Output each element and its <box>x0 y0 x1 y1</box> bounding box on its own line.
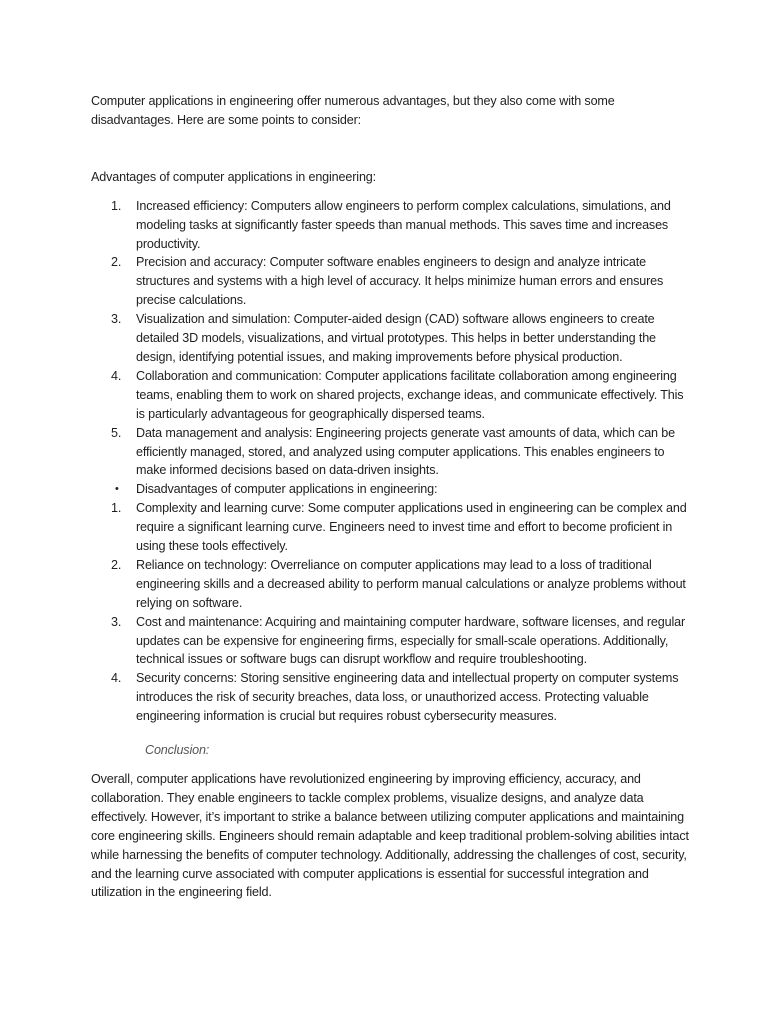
advantages-heading: Advantages of computer applications in engineering: <box>91 169 376 184</box>
list-item-text: Precision and accuracy: Computer software enables engineers to design and analyze intricate structures and systems with a high level of accuracy. It helps minimize human errors and ensures precise calculations. <box>136 255 664 308</box>
list-item <box>91 197 689 254</box>
list-item-text: Data management and analysis: Engineering projects generate vast amounts of data, which can be efficiently managed, stored, and analyzed using computer applications. This enables engineers to make informed decisions based on data-driven insights. <box>136 425 675 478</box>
list-item-text: Security concerns: Storing sensitive engineering data and intellectual property on computer systems introduces the risk of security breaches, data loss, or unauthorized access. Protecting valuable engineering information is crucial but requires robust cybersecurity measures. <box>136 671 679 724</box>
disadvantages-list <box>91 499 689 726</box>
list-number: 3. <box>111 312 122 327</box>
list-number: 2. <box>111 255 122 270</box>
list-item <box>91 499 689 556</box>
list-number: 1. <box>111 198 122 213</box>
intro-paragraph: Computer applications in engineering offer numerous advantages, but they also come with some disadvantages. Here are some points to consider: <box>91 94 615 127</box>
list-item <box>91 253 689 310</box>
list-number: 5. <box>111 425 122 440</box>
list-item <box>91 669 689 726</box>
list-item-text: Increased efficiency: Computers allow engineers to perform complex calculations, simulations, and modeling tasks at significantly faster speeds than manual methods. This saves time and increases productivity. <box>136 198 671 251</box>
list-item <box>91 556 689 613</box>
list-item <box>91 613 689 670</box>
list-item-text: Reliance on technology: Overreliance on computer applications may lead to a loss of traditional engineering skills and a decreased ability to perform manual calculations or analyze problems without relying on software. <box>136 557 686 610</box>
disadvantages-heading: Disadvantages of computer applications in engineering: <box>136 482 438 497</box>
conclusion-paragraph: Overall, computer applications have revolutionized engineering by improving efficiency, accuracy, and collaboration. They enable engineers to tackle complex problems, visualize designs, and analyze data effectively. However, it’s important to strike a balance between utilizing computer applications and maintaining core engineering skills. Engineers should remain adaptable and keep traditional problem-solving abilities intact while harnessing the benefits of computer technology. Additionally, addressing the challenges of cost, security, and the learning curve associated with computer applications is essential for successful integration and utilization in the engineering field. <box>91 772 689 900</box>
bullet-icon: • <box>115 483 119 496</box>
list-item <box>91 310 689 367</box>
list-item-text: Complexity and learning curve: Some computer applications used in engineering can be complex and require a significant learning curve. Engineers need to invest time and effort to become proficient in using these tools effectively. <box>136 501 687 554</box>
list-item <box>91 480 689 499</box>
document-page <box>91 92 689 902</box>
list-number: 4. <box>111 671 122 686</box>
list-item-text: Collaboration and communication: Computer applications facilitate collaboration among engineering teams, enabling them to work on shared projects, exchange ideas, and communicate effectively. This is particularly advantageous for geographically dispersed teams. <box>136 368 684 421</box>
list-number: 3. <box>111 614 122 629</box>
disadvantages-bullet-list <box>91 480 689 499</box>
advantages-list <box>91 197 689 481</box>
list-item-text: Visualization and simulation: Computer-aided design (CAD) software allows engineers to create detailed 3D models, visualizations, and virtual prototypes. This helps in better understanding the design, identifying potential issues, and making improvements before physical production. <box>136 312 656 364</box>
list-number: 1. <box>111 501 122 516</box>
list-number: 2. <box>111 557 122 572</box>
list-number: 4. <box>111 368 122 383</box>
list-item <box>91 424 689 481</box>
conclusion-heading: Conclusion: <box>145 743 210 758</box>
list-item-text: Cost and maintenance: Acquiring and maintaining computer hardware, software licenses, and regular updates can be expensive for engineering firms, especially for small-scale operations. Additionally, technical issues or software bugs can disrupt workflow and require troubleshooting. <box>136 614 685 667</box>
list-item <box>91 367 689 424</box>
